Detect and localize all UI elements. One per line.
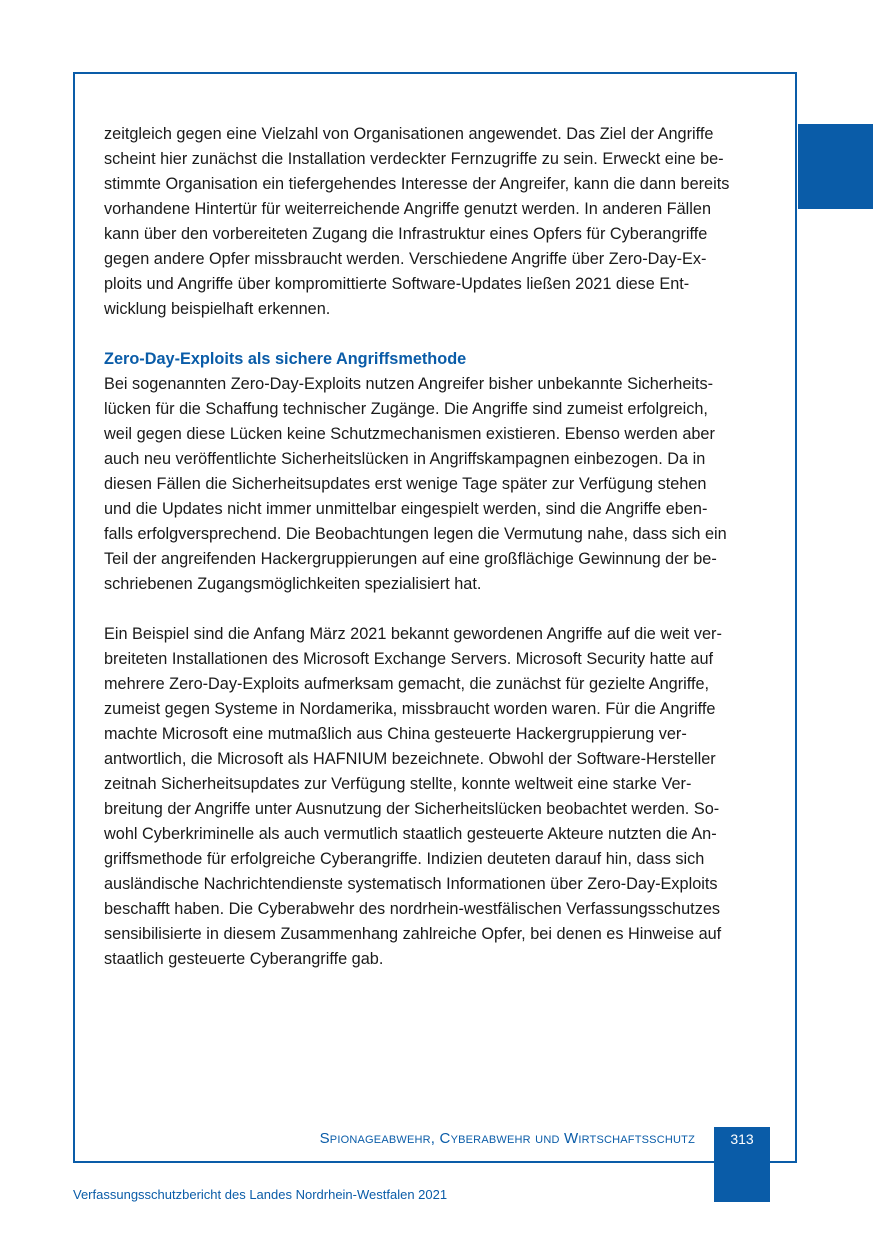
section-heading: Zero-Day-Exploits als sichere Angriffsmethode bbox=[104, 350, 467, 368]
paragraph-gap bbox=[104, 597, 772, 622]
text-line: diesen Fällen die Sicherheitsupdates erst wenige Tage später zur Verfügung stehen bbox=[104, 475, 707, 493]
text-line: kann über den vorbereiteten Zugang die Infrastruktur eines Opfers für Cyberangriffe bbox=[104, 225, 708, 243]
text-line: sensibilisierte in diesem Zusammenhang zahlreiche Opfer, bei denen es Hinweise auf bbox=[104, 925, 722, 943]
text-line: zeitgleich gegen eine Vielzahl von Organisationen angewendet. Das Ziel der Angriffe bbox=[104, 125, 714, 143]
intro-paragraph bbox=[104, 122, 772, 322]
document-title: Verfassungsschutzbericht des Landes Nordrhein-Westfalen 2021 bbox=[73, 1187, 448, 1202]
text-line: weil gegen diese Lücken keine Schutzmechanismen existieren. Ebenso werden aber bbox=[104, 425, 715, 443]
text-line: breitung der Angriffe unter Ausnutzung der Sicherheitslücken beobachtet werden. So- bbox=[104, 800, 720, 818]
text-line: Teil der angreifenden Hackergruppierungen auf eine großflächige Gewinnung der be- bbox=[104, 550, 717, 568]
text-line: antwortlich, die Microsoft als HAFNIUM bezeichnete. Obwohl der Software-Hersteller bbox=[104, 750, 716, 768]
text-line: auch neu veröffentlichte Sicherheitslücken in Angriffskampagnen einbezogen. Da in bbox=[104, 450, 706, 468]
text-line: breiteten Installationen des Microsoft Exchange Servers. Microsoft Security hatte auf bbox=[104, 650, 714, 668]
text-line: lücken für die Schaffung technischer Zugänge. Die Angriffe sind zumeist erfolgreich, bbox=[104, 400, 708, 418]
text-line: wohl Cyberkriminelle als auch vermutlich staatlich gesteuerte Akteure nutzten die An- bbox=[104, 825, 717, 843]
text-line: Ein Beispiel sind die Anfang März 2021 bekannt gewordenen Angriffe auf die weit ver- bbox=[104, 625, 722, 643]
main-content bbox=[104, 122, 772, 972]
text-line: staatlich gesteuerte Cyberangriffe gab. bbox=[104, 950, 384, 968]
example-paragraph bbox=[104, 622, 772, 972]
page-number-tab bbox=[714, 1127, 770, 1202]
chapter-title: Spionageabwehr, Cyberabwehr und Wirtschaftsschutz bbox=[319, 1130, 695, 1147]
text-line: falls erfolgversprechend. Die Beobachtungen legen die Vermutung nahe, dass sich ein bbox=[104, 525, 727, 543]
text-line: zumeist gegen Systeme in Nordamerika, missbraucht worden waren. Für die Angriffe bbox=[104, 700, 716, 718]
text-line: griffsmethode für erfolgreiche Cyberangriffe. Indizien deuteten darauf hin, dass sich bbox=[104, 850, 705, 868]
text-line: Bei sogenannten Zero-Day-Exploits nutzen Angreifer bisher unbekannte Sicherheits- bbox=[104, 375, 714, 393]
text-line: ausländische Nachrichtendienste systematisch Informationen über Zero-Day-Exploits bbox=[104, 875, 718, 893]
text-line: mehrere Zero-Day-Exploits aufmerksam gemacht, die zunächst für gezielte Angriffe, bbox=[104, 675, 710, 693]
text-line: wicklung beispielhaft erkennen. bbox=[104, 300, 331, 318]
text-line: und die Updates nicht immer unmittelbar eingespielt werden, sind die Angriffe eben- bbox=[104, 500, 708, 518]
text-line: stimmte Organisation ein tiefergehendes Interesse der Angreifer, kann die dann bereits bbox=[104, 175, 730, 193]
paragraph-gap bbox=[104, 322, 772, 347]
text-line: zeitnah Sicherheitsupdates zur Verfügung stellte, konnte weltweit eine starke Ver- bbox=[104, 775, 692, 793]
text-line: schriebenen Zugangsmöglichkeiten spezialisiert hat. bbox=[104, 575, 482, 593]
chapter-side-tab bbox=[798, 124, 873, 209]
text-line: scheint hier zunächst die Installation verdeckter Fernzugriffe zu sein. Erweckt eine be- bbox=[104, 150, 724, 168]
text-line: gegen andere Opfer missbraucht werden. Verschiedene Angriffe über Zero-Day-Ex- bbox=[104, 250, 707, 268]
text-line: machte Microsoft eine mutmaßlich aus China gesteuerte Hackergruppierung ver- bbox=[104, 725, 687, 743]
text-line: beschafft haben. Die Cyberabwehr des nordrhein-westfälischen Verfassungsschutzes bbox=[104, 900, 721, 918]
text-line: ploits und Angriffe über kompromittierte Software-Updates ließen 2021 diese Ent- bbox=[104, 275, 690, 293]
text-line: vorhandene Hintertür für weiterreichende Angriffe genutzt werden. In anderen Fällen bbox=[104, 200, 712, 218]
section-paragraph bbox=[104, 372, 772, 597]
page-number: 313 bbox=[730, 1131, 754, 1147]
